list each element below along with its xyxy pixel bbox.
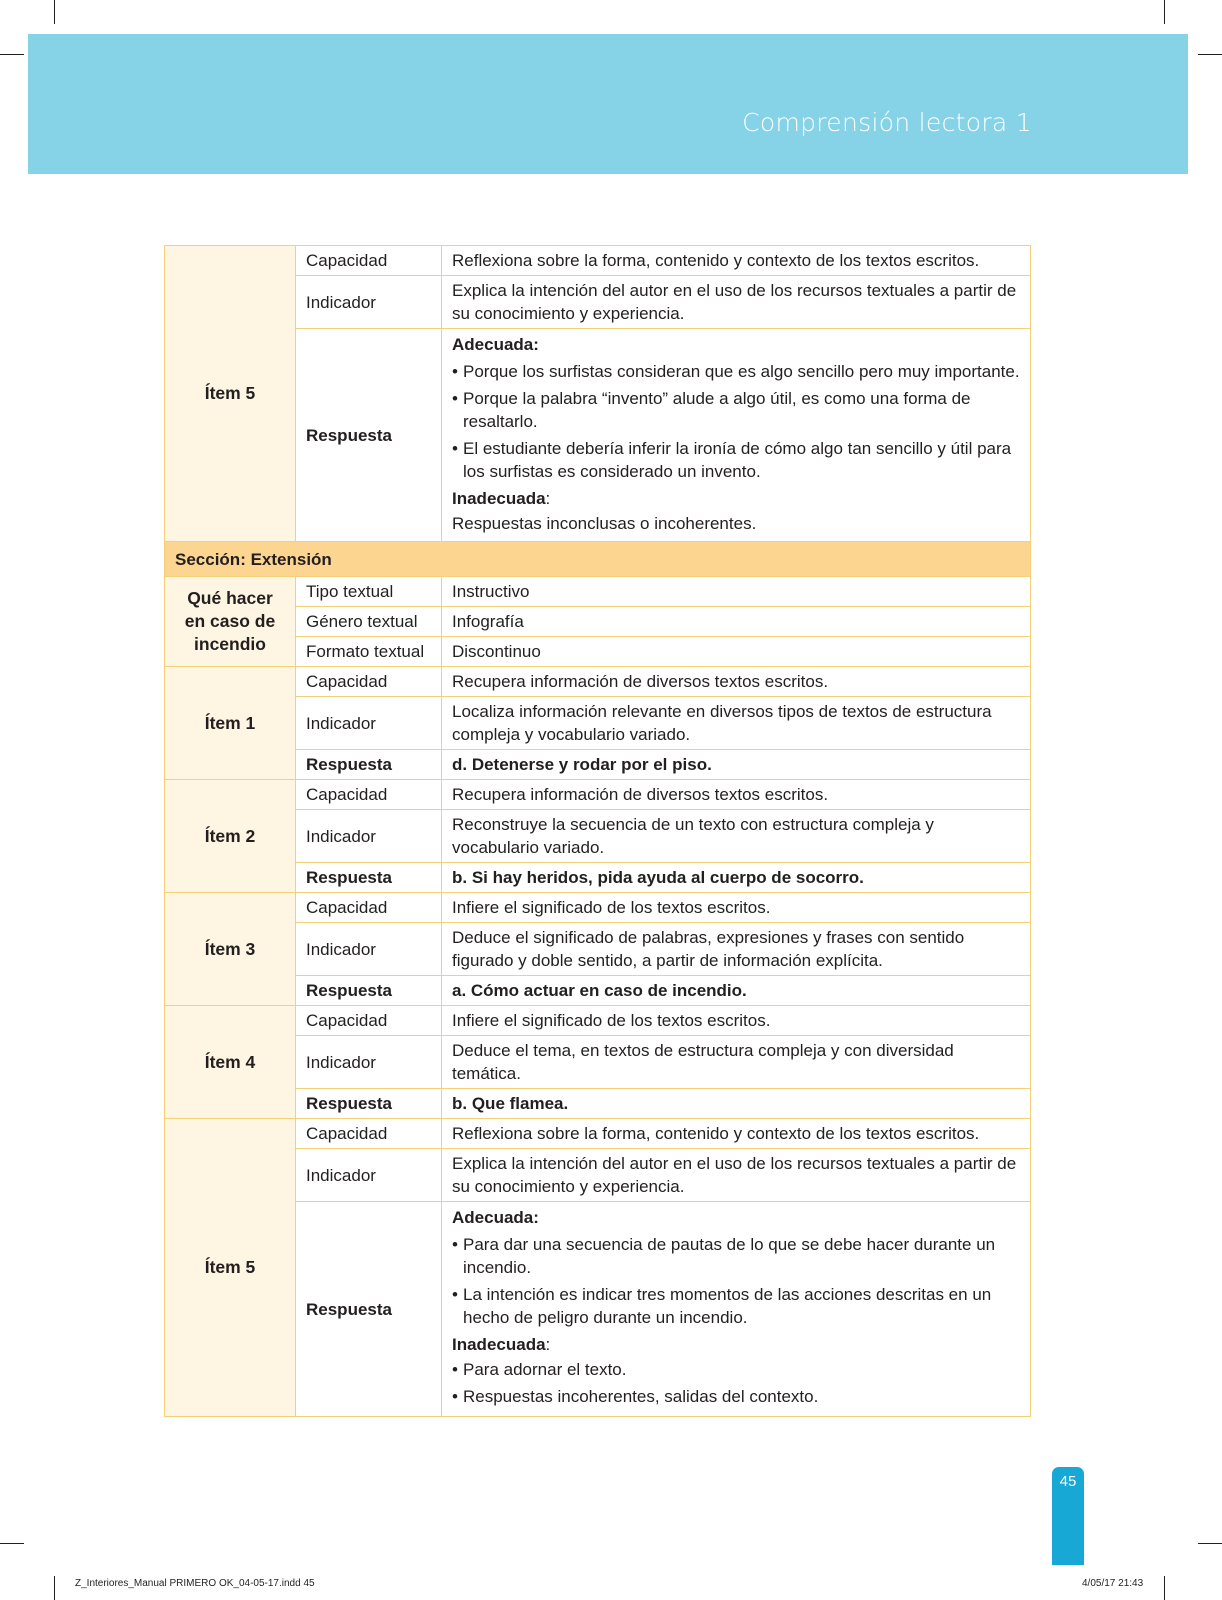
page-number: 45 — [1059, 1473, 1077, 1490]
row-value: Reflexiona sobre la forma, contenido y contexto de los textos escritos. — [442, 246, 1031, 276]
table-row — [165, 667, 1031, 697]
row-value: Recupera información de diversos textos escritos. — [442, 780, 1031, 810]
row-value: Infiere el significado de los textos escritos. — [442, 893, 1031, 923]
item-label: Ítem 5 — [165, 1119, 296, 1417]
answer-value: a. Cómo actuar en caso de incendio. — [442, 976, 1031, 1006]
text-title: Qué hacer en caso de incendio — [165, 577, 296, 667]
date-slug: 4/05/17 21:43 — [1082, 1578, 1144, 1589]
row-value: Infiere el significado de los textos escritos. — [442, 1006, 1031, 1036]
response-cell — [442, 329, 1031, 542]
row-label: Indicador — [296, 1149, 442, 1202]
row-value: Deduce el significado de palabras, expresiones y frases con sentido figurado y doble sentido, a partir de información explícita. — [442, 923, 1031, 976]
list-item: • Porque los surfistas consideran que es algo sencillo pero muy importante. — [452, 362, 1020, 381]
answer-value: b. Si hay heridos, pida ayuda al cuerpo de socorro. — [442, 863, 1031, 893]
row-value: Explica la intención del autor en el uso de los recursos textuales a partir de su conocimiento y experiencia. — [442, 276, 1031, 329]
row-label: Respuesta — [296, 863, 442, 893]
list-item: • Para dar una secuencia de pautas de lo que se debe hacer durante un incendio. — [452, 1235, 996, 1277]
row-label: Capacidad — [296, 246, 442, 276]
list-item: Respuestas inconclusas o incoherentes. — [452, 514, 757, 533]
row-label: Indicador — [296, 276, 442, 329]
rubric-table — [164, 245, 1031, 1417]
page-number-tab — [1052, 1467, 1084, 1565]
row-label: Capacidad — [296, 667, 442, 697]
list-item: • Porque la palabra “invento” alude a algo útil, es como una forma de resaltarlo. — [452, 389, 971, 431]
table-row — [165, 1119, 1031, 1149]
crop-mark — [0, 54, 24, 55]
row-label: Indicador — [296, 697, 442, 750]
crop-mark — [54, 0, 55, 24]
row-label: Indicador — [296, 810, 442, 863]
row-label: Respuesta — [296, 1202, 442, 1417]
row-label: Indicador — [296, 1036, 442, 1089]
row-value: Infografía — [442, 607, 1031, 637]
response-cell — [442, 1202, 1031, 1417]
row-label: Respuesta — [296, 329, 442, 542]
row-label: Tipo textual — [296, 577, 442, 607]
crop-mark — [54, 1576, 55, 1600]
page-title: Comprensión lectora 1 — [742, 108, 1032, 137]
section-title: Sección: Extensión — [165, 542, 1031, 577]
crop-mark — [1198, 1543, 1222, 1544]
row-value: Deduce el tema, en textos de estructura compleja y con diversidad temática. — [442, 1036, 1031, 1089]
row-value: Localiza información relevante en diversos tipos de textos de estructura compleja y vocabulario variado. — [442, 697, 1031, 750]
crop-mark — [1198, 54, 1222, 55]
row-value: Reconstruye la secuencia de un texto con estructura compleja y vocabulario variado. — [442, 810, 1031, 863]
adecuada-heading: Adecuada: — [452, 335, 539, 354]
item-label: Ítem 2 — [165, 780, 296, 893]
table-row — [165, 893, 1031, 923]
section-row — [165, 542, 1031, 577]
table-row — [165, 246, 1031, 276]
file-slug: Z_Interiores_Manual PRIMERO OK_04-05-17.indd 45 — [75, 1578, 315, 1589]
crop-mark — [0, 1543, 24, 1544]
crop-mark — [1164, 1576, 1165, 1600]
item-label: Ítem 1 — [165, 667, 296, 780]
row-value: Reflexiona sobre la forma, contenido y contexto de los textos escritos. — [442, 1119, 1031, 1149]
list-item: • El estudiante debería inferir la ironía de cómo algo tan sencillo y útil para los surfistas es considerado un invento. — [452, 439, 1012, 481]
item-label: Ítem 5 — [165, 246, 296, 542]
row-label: Capacidad — [296, 1006, 442, 1036]
header-band — [28, 34, 1188, 174]
row-label: Género textual — [296, 607, 442, 637]
item-label: Ítem 3 — [165, 893, 296, 1006]
inadecuada-heading: Inadecuada: — [452, 1335, 551, 1354]
list-item: • Respuestas incoherentes, salidas del contexto. — [452, 1387, 819, 1406]
inadecuada-heading: Inadecuada: — [452, 489, 551, 508]
list-item: • La intención es indicar tres momentos de las acciones descritas en un hecho de peligro durante un incendio. — [452, 1285, 992, 1327]
list-item: • Para adornar el texto. — [452, 1360, 627, 1379]
row-label: Indicador — [296, 923, 442, 976]
answer-value: b. Que flamea. — [442, 1089, 1031, 1119]
row-value: Explica la intención del autor en el uso de los recursos textuales a partir de su conocimiento y experiencia. — [442, 1149, 1031, 1202]
row-label: Capacidad — [296, 1119, 442, 1149]
answer-value: d. Detenerse y rodar por el piso. — [442, 750, 1031, 780]
crop-mark — [1164, 0, 1165, 24]
row-value: Discontinuo — [442, 637, 1031, 667]
table-row — [165, 1006, 1031, 1036]
row-label: Respuesta — [296, 976, 442, 1006]
item-label: Ítem 4 — [165, 1006, 296, 1119]
adecuada-heading: Adecuada: — [452, 1208, 539, 1227]
row-label: Capacidad — [296, 893, 442, 923]
row-label: Respuesta — [296, 750, 442, 780]
row-value: Recupera información de diversos textos escritos. — [442, 667, 1031, 697]
table-row — [165, 577, 1031, 607]
row-label: Capacidad — [296, 780, 442, 810]
row-value: Instructivo — [442, 577, 1031, 607]
table-row — [165, 780, 1031, 810]
row-label: Respuesta — [296, 1089, 442, 1119]
row-label: Formato textual — [296, 637, 442, 667]
